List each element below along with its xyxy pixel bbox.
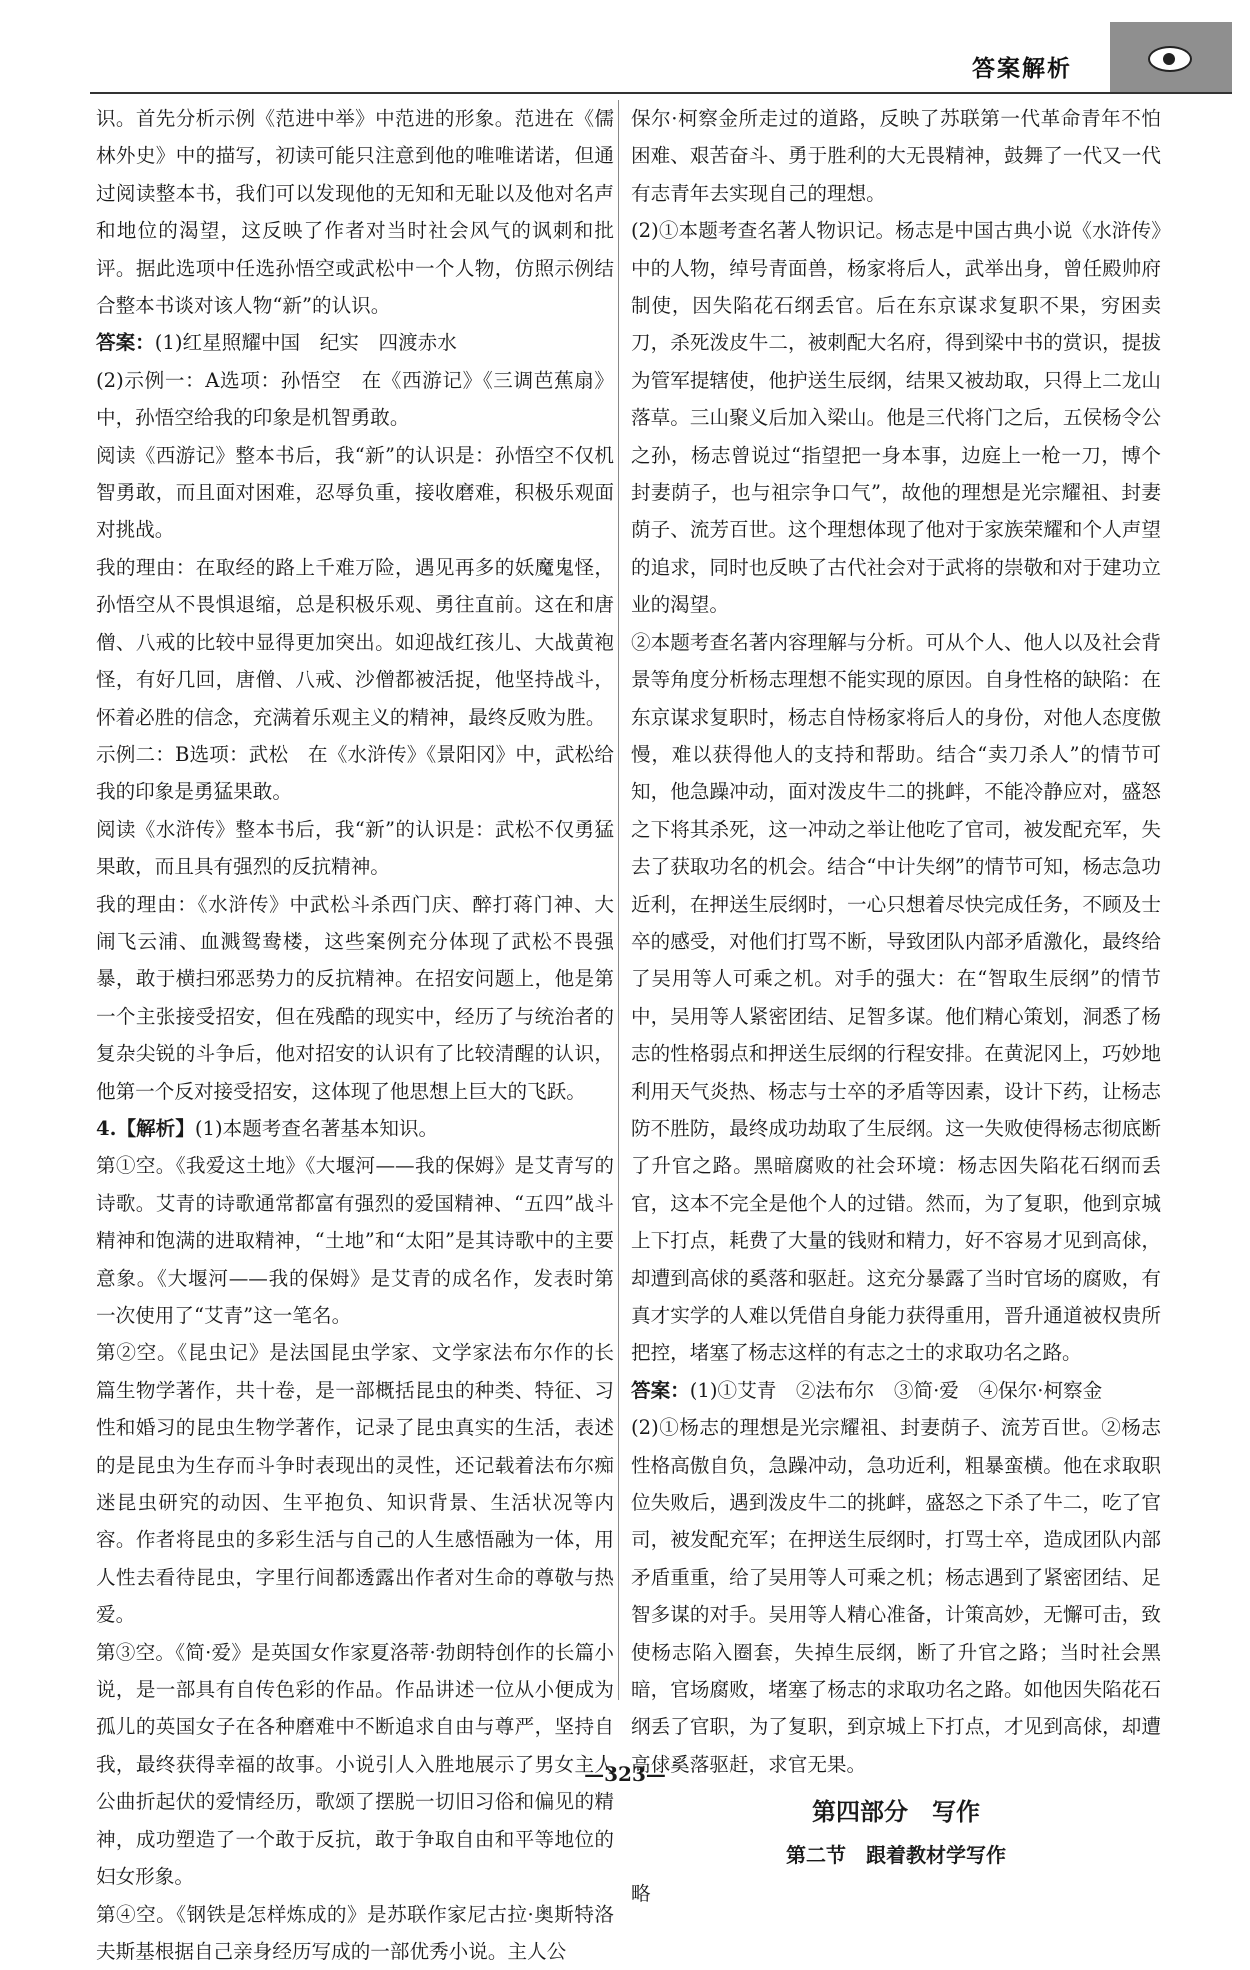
paragraph: 我的理由：《水浒传》中武松斗杀西门庆、醉打蒋门神、大闹飞云浦、血溅鸳鸯楼，这些案例充分体现了武松不畏强暴，敢于横扫邪恶势力的反抗精神。在招安问题上，他是第一个主张接受招安，但在残酷的现实中，经历了与统治者的复杂尖锐的斗争后，他对招安的认识有了比较清醒的认识，他第一个反对接受招安，这体现了他思想上巨大的飞跃。 (96, 886, 614, 1110)
header-eye-logo (1110, 22, 1232, 92)
column-divider (618, 100, 619, 1700)
paragraph: 第④空。《钢铁是怎样炼成的》是苏联作家尼古拉·奥斯特洛夫斯基根据自己亲身经历写成的一部优秀小说。主人公 (96, 1896, 614, 1970)
answer-label: 答案： (631, 1379, 690, 1402)
subsection-title: 第二节 跟着教材学写作 (631, 1835, 1161, 1875)
paragraph: (2)示例一：A选项：孙悟空 在《西游记》《三调芭蕉扇》中，孙悟空给我的印象是机智勇敢。 (96, 362, 614, 437)
paragraph: ②本题考查名著内容理解与分析。可从个人、他人以及社会背景等角度分析杨志理想不能实现的原因。自身性格的缺陷：在东京谋求复职时，杨志自恃杨家将后人的身份，对他人态度傲慢，难以获得他人的支持和帮助。结合“卖刀杀人”的情节可知，他急躁冲动，面对泼皮牛二的挑衅，不能冷静应对，盛怒之下将其杀死，这一冲动之举让他吃了官司，被发配充军，失去了获取功名的机会。结合“中计失纲”的情节可知，杨志急功近利，在押送生辰纲时，一心只想着尽快完成任务，不顾及士卒的感受，对他们打骂不断，导致团队内部矛盾激化，最终给了吴用等人可乘之机。对手的强大：在“智取生辰纲”的情节中，吴用等人紧密团结、足智多谋。他们精心策划，洞悉了杨志的性格弱点和押送生辰纲的行程安排。在黄泥冈上，巧妙地利用天气炎热、杨志与士卒的矛盾等因素，设计下药，让杨志防不胜防，最终成功劫取了生辰纲。这一失败使得杨志彻底断了升官之路。黑暗腐败的社会环境：杨志因失陷花石纲而丢官，这本不完全是他个人的过错。然而，为了复职，他到京城上下打点，耗费了大量的钱财和精力，好不容易才见到高俅，却遭到高俅的奚落和驱赶。这充分暴露了当时官场的腐败，有真才实学的人难以凭借自身能力获得重用，晋升通道被权贵所把控，堵塞了杨志这样的有志之士的求取功名之路。 (631, 624, 1161, 1372)
paragraph: 保尔·柯察金所走过的道路，反映了苏联第一代革命青年不怕困难、艰苦奋斗、勇于胜利的大无畏精神，鼓舞了一代又一代有志青年去实现自己的理想。 (631, 100, 1161, 212)
paragraph: 第②空。《昆虫记》是法国昆虫学家、文学家法布尔作的长篇生物学著作，共十卷，是一部概括昆虫的种类、特征、习性和婚习的昆虫生物学著作，记录了昆虫真实的生活，表述的是昆虫为生存而斗争时表现出的灵性，还记载着法布尔痴迷昆虫研究的动因、生平抱负、知识背景、生活状况等内容。作者将昆虫的多彩生活与自己的人生感悟融为一体，用人性去看待昆虫，字里行间都透露出作者对生命的尊敬与热爱。 (96, 1334, 614, 1633)
section-note: 略 (631, 1875, 1161, 1912)
paragraph: (2)①杨志的理想是光宗耀祖、封妻荫子、流芳百世。②杨志性格高傲自负，急躁冲动，急功近利，粗暴蛮横。他在求取职位失败后，遇到泼皮牛二的挑衅，盛怒之下杀了牛二，吃了官司，被发配充军；在押送生辰纲时，打骂士卒，造成团队内部矛盾重重，给了吴用等人可乘之机；杨志遇到了紧密团结、足智多谋的对手。吴用等人精心准备，计策高妙，无懈可击，致使杨志陷入圈套，失掉生辰纲，断了升官之路；当时社会黑暗，官场腐败，堵塞了杨志的求取功名之路。如他因失陷花石纲丢了官职，为了复职，到京城上下打点，才见到高俅，却遭高俅奚落驱赶，求官无果。 (631, 1409, 1161, 1783)
paragraph: 识。首先分析示例《范进中举》中范进的形象。范进在《儒林外史》中的描写，初读可能只注意到他的唯唯诺诺，但通过阅读整本书，我们可以发现他的无知和无耻以及他对名声和地位的渴望，这反映了作者对当时社会风气的讽刺和批评。据此选项中任选孙悟空或武松中一个人物，仿照示例结合整本书谈对该人物“新”的认识。 (96, 100, 614, 324)
analysis-label: 4.【解析】 (96, 1117, 195, 1140)
header-title: 答案解析 (972, 50, 1072, 83)
paragraph: 阅读《水浒传》整本书后，我“新”的认识是：武松不仅勇猛果敢，而且具有强烈的反抗精神。 (96, 811, 614, 886)
eye-icon (1148, 46, 1192, 72)
right-column (631, 100, 1161, 1913)
header-divider (90, 92, 1232, 94)
paragraph: 阅读《西游记》整本书后，我“新”的认识是：孙悟空不仅机智勇敢，而且面对困难，忍辱负重，接收磨难，积极乐观面对挑战。 (96, 437, 614, 549)
paragraph: 我的理由：在取经的路上千难万险，遇见再多的妖魔鬼怪，孙悟空从不畏惧退缩，总是积极乐观、勇往直前。这在和唐僧、八戒的比较中显得更加突出。如迎战红孩儿、大战黄袍怪，有好几回，唐僧、八戒、沙僧都被活捉，他坚持战斗，怀着必胜的信念，充满着乐观主义的精神，最终反败为胜。 (96, 549, 614, 736)
answer-label: 答案： (96, 331, 155, 354)
paragraph: 第①空。《我爱这土地》《大堰河——我的保姆》是艾青写的诗歌。艾青的诗歌通常都富有强烈的爱国精神、“五四”战斗精神和饱满的进取精神，“土地”和“太阳”是其诗歌中的主要意象。《大堰河——我的保姆》是艾青的成名作，发表时第一次使用了“艾青”这一笔名。 (96, 1147, 614, 1334)
paragraph: 答案：(1)①艾青 ②法布尔 ③简·爱 ④保尔·柯察金 (631, 1372, 1161, 1409)
paragraph: (2)①本题考查名著人物识记。杨志是中国古典小说《水浒传》中的人物，绰号青面兽，杨家将后人，武举出身，曾任殿帅府制使，因失陷花石纲丢官。后在东京谋求复职不果，穷困卖刀，杀死泼皮牛二，被刺配大名府，得到梁中书的赏识，提拔为管军提辖使，他护送生辰纲，结果又被劫取，只得上二龙山落草。三山聚义后加入梁山。他是三代将门之后，五侯杨令公之孙，杨志曾说过“指望把一身本事，边庭上一枪一刀，博个封妻荫子，也与祖宗争口气”，故他的理想是光宗耀祖、封妻荫子、流芳百世。这个理想体现了他对于家族荣耀和个人声望的追求，同时也反映了古代社会对于武将的崇敬和对于建功立业的渴望。 (631, 212, 1161, 623)
paragraph: 答案：(1)红星照耀中国 纪实 四渡赤水 (96, 324, 614, 361)
page-number: —323— (0, 1762, 1250, 1786)
paragraph: 示例二：B选项：武松 在《水浒传》《景阳冈》中，武松给我的印象是勇猛果敢。 (96, 736, 614, 811)
part-title: 第四部分 写作 (631, 1789, 1161, 1835)
paragraph: 第③空。《简·爱》是英国女作家夏洛蒂·勃朗特创作的长篇小说，是一部具有自传色彩的作品。作品讲述一位从小便成为孤儿的英国女子在各种磨难中不断追求自由与尊严，坚持自我，最终获得幸福的故事。小说引人入胜地展示了男女主人公曲折起伏的爱情经历，歌颂了摆脱一切旧习俗和偏见的精神，成功塑造了一个敢于反抗，敢于争取自由和平等地位的妇女形象。 (96, 1634, 614, 1896)
paragraph: 4.【解析】(1)本题考查名著基本知识。 (96, 1110, 614, 1147)
left-column (96, 100, 614, 1970)
